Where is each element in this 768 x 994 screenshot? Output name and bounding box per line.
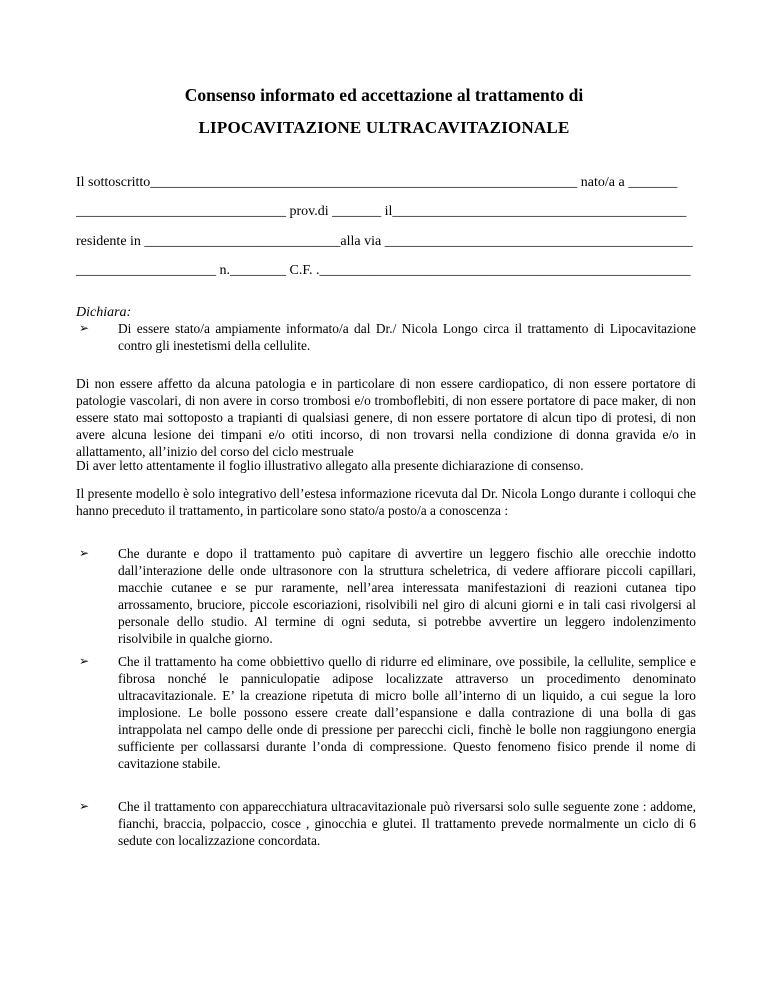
bullet-item: [76, 653, 696, 772]
form-line-tax-code: ____________________ n.________ C.F. ._____________________________________________________: [76, 263, 691, 278]
bullet-text: Che il trattamento ha come obbiettivo quello di ridurre ed eliminare, ove possibile, la cellulite, semplice e fibrosa nonché le panniculopatie adipose localizzate attraverso un procedimento denominato ultracavitazionale. E’ la creazione ripetuta di micro bolle all’interno di un liquido, a cui segue la loro implosione. Le bolle possono essere create dall’espansione e dalla contrazione di una bolla di gas intrappolata nel campo delle onde di pressione per parecchi cicli, finchè le bolle non raggiungono energia sufficiente per collassarsi durante l’onda di compressione. Questo fenomeno fisico prende il nome di cavitazione stabile.: [118, 654, 696, 771]
paragraph-health-declaration: Di non essere affetto da alcuna patologia e in particolare di non essere cardiopatico, di non essere portatore di patologie vascolari, di non avere in corso trombosi e/o tromboflebiti, di non essere portatore di pace maker, di non essere stato mai sottoposto a trapianti di qualsiasi genere, di non essere portatore di alcun tipo di protesi, di non avere alcuna lesione dei timpani e/o otiti incorso, di non trovarsi nella condizione di donna gravida e/o in allattamento, all’inizio del corso del ciclo mestruale: [76, 376, 696, 459]
document-title: Consenso informato ed accettazione al trattamento di: [184, 85, 584, 105]
paragraph-integrative-model: Il presente modello è solo integrativo dell’estesa informazione ricevuta dal Dr. Nicola Longo durante i colloqui che hanno preceduto il trattamento, in particolare sono stato/a posto/a a conoscenza :: [76, 486, 696, 518]
bullet-text: Che durante e dopo il trattamento può capitare di avvertire un leggero fischio alle orecchie indotto dall’interazione delle onde ultrasonore con la struttura scheletrica, di vedere affiorare piccoli capillari, macchie cutanee e se pur raramente, nell’area interessata manifestazioni di reazioni cutanea tipo arrossamento, bruciore, piccole escoriazioni, risolvibili nel giro di alcuni giorni e in tali casi rivolgersi al personale dello studio. Al termine di ogni seduta, si potrebbe avvertire un leggero indolenzimento risolvibile in qualche giorno.: [118, 546, 696, 646]
form-line-name: Il sottoscritto_____________________________________________________________ nato/a a _______: [76, 175, 678, 190]
bullet-item: [76, 545, 696, 647]
bullet-item: [76, 798, 696, 849]
bullet-text: Di essere stato/a ampiamente informato/a dal Dr./ Nicola Longo circa il trattamento di Lipocavitazione contro gli inestetismi della cellulite.: [118, 321, 696, 353]
document-subtitle: LIPOCAVITAZIONE ULTRACAVITAZIONALE: [198, 118, 570, 137]
arrow-bullet-icon: ➢: [79, 546, 90, 560]
paragraph-leaflet-read: Di aver letto attentamente il foglio illustrativo allegato alla presente dichiarazione di consenso.: [76, 458, 584, 473]
arrow-bullet-icon: ➢: [79, 799, 90, 813]
form-line-birth: ______________________________ prov.di _______ il__________________________________________: [76, 204, 687, 219]
form-line-residence: residente in ____________________________alla via ____________________________________________: [76, 234, 693, 249]
arrow-bullet-icon: ➢: [79, 654, 90, 668]
arrow-bullet-icon: ➢: [79, 321, 90, 335]
bullet-text: Che il trattamento con apparecchiatura ultracavitazionale può riversarsi solo sulle seguente zone : addome, fianchi, braccia, polpaccio, cosce , ginocchia e glutei. Il trattamento prevede normalmente un ciclo di 6 sedute con localizzazione concordata.: [118, 799, 696, 848]
dichiara-label: Dichiara:: [76, 305, 132, 320]
bullet-item: [76, 320, 696, 354]
